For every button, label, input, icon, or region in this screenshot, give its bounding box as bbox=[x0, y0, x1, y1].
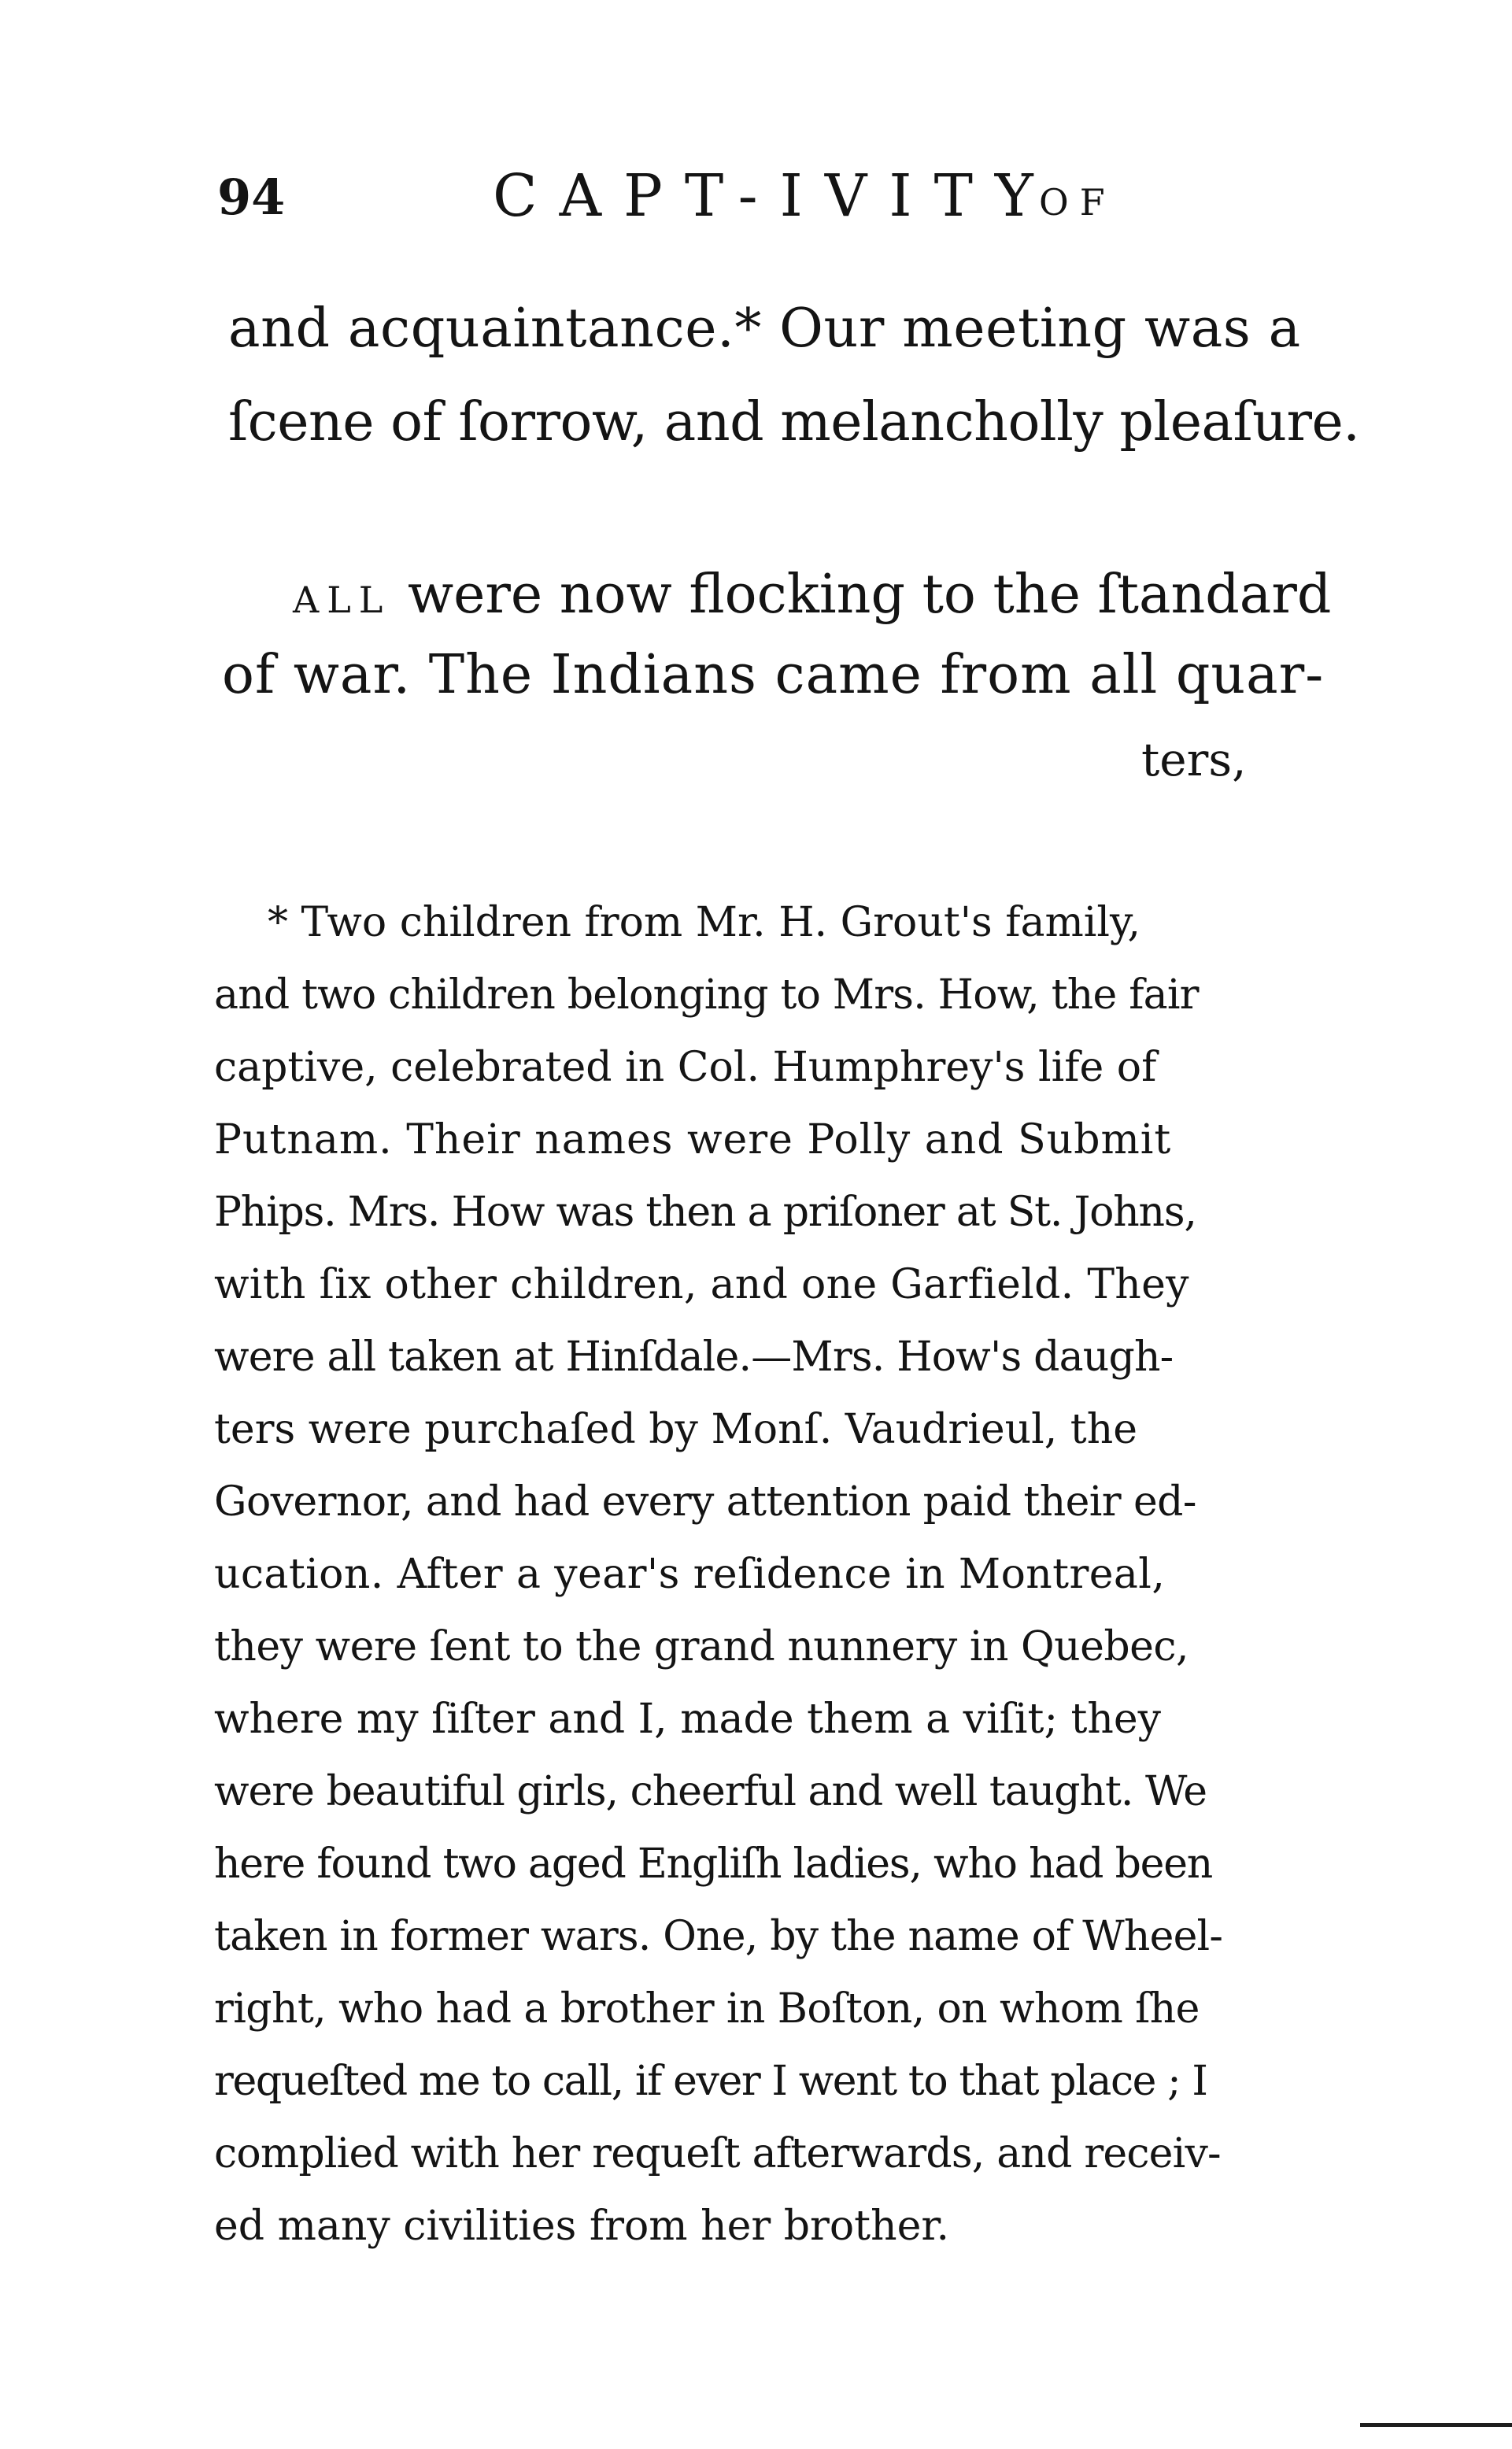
footnote-line: with ſix other children, and one Garfield. They bbox=[214, 1261, 1189, 1308]
footnote-line: Governor, and had every attention paid their ed- bbox=[214, 1478, 1196, 1526]
footnote-line: captive, celebrated in Col. Humphrey's life of bbox=[214, 1044, 1157, 1091]
footnote-line: ucation. After a year's reſidence in Montreal, bbox=[214, 1551, 1166, 1598]
footnote-line: * Two children from Mr. H. Grout's family, bbox=[268, 899, 1141, 946]
text-line: of war. The Indians came from all quar- bbox=[222, 644, 1325, 706]
footnote-line: requeſted me to call, if ever I went to that place ; I bbox=[214, 2058, 1207, 2105]
footnote-line: here found two aged Engliſh ladies, who had been bbox=[214, 1840, 1213, 1888]
running-title: CAPT-IVITY bbox=[493, 162, 1055, 230]
text-line-with-small-caps bbox=[293, 564, 1332, 626]
corner-rule bbox=[1360, 2423, 1512, 2427]
footnote-line: were beautiful girls, cheerful and well taught. We bbox=[214, 1768, 1207, 1815]
footnote-line: right, who had a brother in Boſton, on whom ſhe bbox=[214, 1985, 1200, 2033]
running-title-of: OF bbox=[1039, 181, 1116, 224]
text-line: and acquaintance.* Our meeting was a bbox=[228, 298, 1301, 360]
footnote-line: they were ſent to the grand nunnery in Quebec, bbox=[214, 1623, 1189, 1670]
page-number: 94 bbox=[217, 168, 286, 226]
footnote-line: taken in former wars. One, by the name of Wheel- bbox=[214, 1913, 1223, 1960]
footnote-line: complied with her requeſt afterwards, and receiv- bbox=[214, 2130, 1221, 2177]
page-header bbox=[213, 157, 1362, 244]
footnote-line: Phips. Mrs. How was then a priſoner at St. Johns, bbox=[214, 1189, 1196, 1236]
footnote-line: ters were purchaſed by Monſ. Vaudrieul, the bbox=[214, 1406, 1137, 1453]
text-line: ſcene of ſorrow, and melancholly pleaſure. bbox=[228, 391, 1360, 453]
footnote-line: where my ſiſter and I, made them a viſit; they bbox=[214, 1696, 1162, 1743]
catchword: ters, bbox=[1141, 733, 1247, 786]
footnote-line: ed many civilities from her brother. bbox=[214, 2203, 950, 2250]
small-caps-lead: ALL bbox=[293, 579, 391, 621]
text-line-rest: were now flocking to the ſtandard bbox=[407, 564, 1332, 626]
footnote-line: were all taken at Hinſdale.—Mrs. How's daugh- bbox=[214, 1334, 1174, 1381]
footnote-line: Putnam. Their names were Polly and Submit bbox=[214, 1116, 1172, 1163]
footnote-line: and two children belonging to Mrs. How, the fair bbox=[214, 971, 1199, 1019]
